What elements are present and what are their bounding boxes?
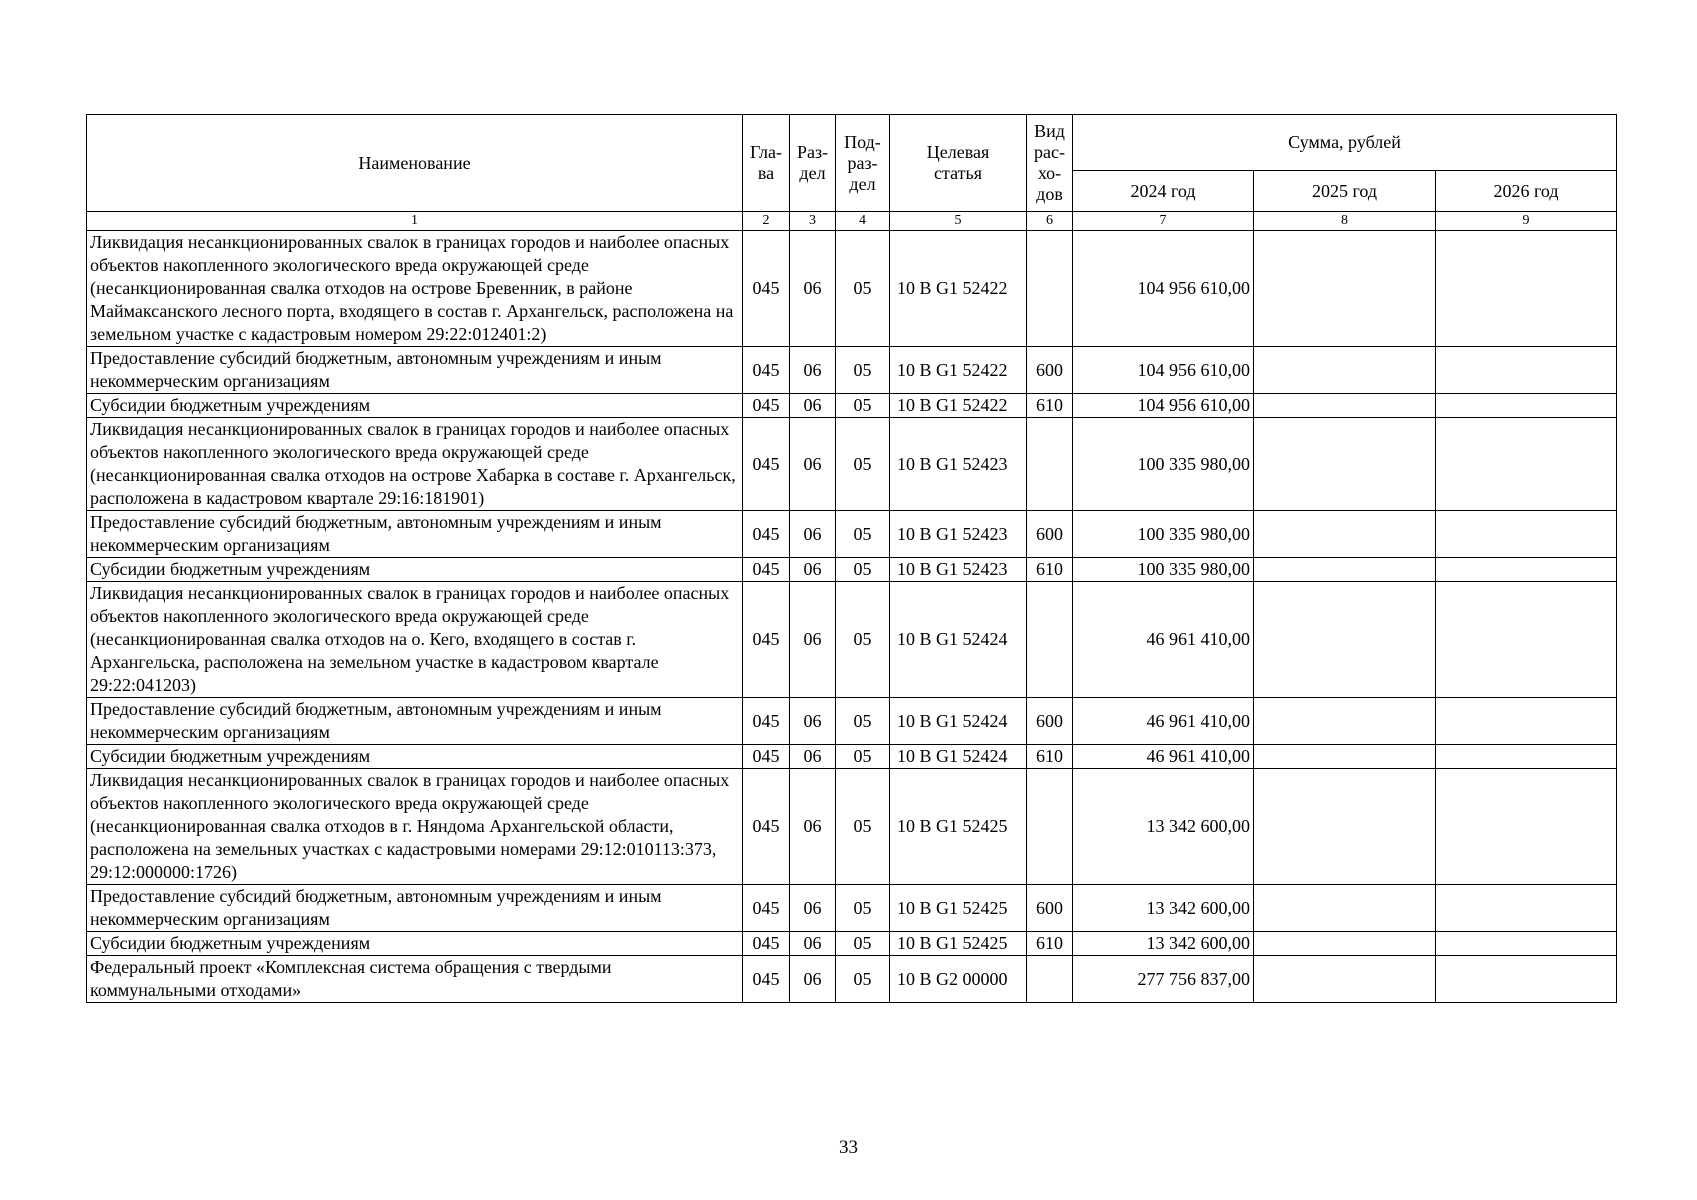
- row-target-article: 10 B G1 52425: [890, 932, 1027, 956]
- table-row: [87, 347, 1617, 394]
- row-expense-type: 600: [1027, 885, 1073, 932]
- column-number: 8: [1254, 212, 1436, 231]
- row-amount-2025: [1254, 885, 1436, 932]
- row-target-article: 10 B G1 52422: [890, 394, 1027, 418]
- row-expense-type: 610: [1027, 558, 1073, 582]
- row-chapter: 045: [743, 511, 790, 558]
- row-section: 06: [790, 885, 836, 932]
- row-chapter: 045: [743, 698, 790, 745]
- table-row: [87, 769, 1617, 885]
- column-number: 7: [1073, 212, 1254, 231]
- row-expense-type: [1027, 956, 1073, 1003]
- header-target: Целевая статья: [890, 115, 1027, 212]
- row-amount-2024: 46 961 410,00: [1073, 582, 1254, 698]
- header-year-2026: 2026 год: [1436, 171, 1617, 212]
- row-chapter: 045: [743, 932, 790, 956]
- row-name: Федеральный проект «Комплексная система обращения с твердыми коммунальными отходами»: [87, 956, 743, 1003]
- table-row: [87, 582, 1617, 698]
- header-expense-type: Вид рас- хо- дов: [1027, 115, 1073, 212]
- column-numbers-row: [87, 212, 1617, 231]
- row-expense-type: 610: [1027, 394, 1073, 418]
- row-name: Ликвидация несанкционированных свалок в границах городов и наиболее опасных объектов накопленного экологического вреда окружающей среде (несанкционированная свалка отходов в г. Няндома Архангельской области, расположена на земельных участках с кадастровыми номерами 29:12:010113:373, 29:12:000000:1726): [87, 769, 743, 885]
- row-name: Субсидии бюджетным учреждениям: [87, 394, 743, 418]
- row-section: 06: [790, 418, 836, 511]
- header-section: Раз- дел: [790, 115, 836, 212]
- table-row: [87, 745, 1617, 769]
- row-name: Предоставление субсидий бюджетным, автономным учреждениям и иным некоммерческим организациям: [87, 698, 743, 745]
- row-subsection: 05: [836, 745, 890, 769]
- row-expense-type: [1027, 231, 1073, 347]
- row-section: 06: [790, 558, 836, 582]
- row-amount-2025: [1254, 231, 1436, 347]
- row-amount-2025: [1254, 394, 1436, 418]
- row-amount-2026: [1436, 231, 1617, 347]
- row-target-article: 10 B G1 52422: [890, 347, 1027, 394]
- row-amount-2024: 104 956 610,00: [1073, 231, 1254, 347]
- row-amount-2026: [1436, 582, 1617, 698]
- row-amount-2026: [1436, 558, 1617, 582]
- row-name: Ликвидация несанкционированных свалок в границах городов и наиболее опасных объектов накопленного экологического вреда окружающей среде (несанкционированная свалка отходов на острове Хабарка в составе г. Архангельск, расположена в кадастровом квартале 29:16:181901): [87, 418, 743, 511]
- column-number: 2: [743, 212, 790, 231]
- row-section: 06: [790, 394, 836, 418]
- row-target-article: 10 B G1 52422: [890, 231, 1027, 347]
- row-expense-type: [1027, 769, 1073, 885]
- row-section: 06: [790, 582, 836, 698]
- row-subsection: 05: [836, 582, 890, 698]
- row-amount-2026: [1436, 511, 1617, 558]
- table-row: [87, 418, 1617, 511]
- row-amount-2025: [1254, 347, 1436, 394]
- column-number: 4: [836, 212, 890, 231]
- row-expense-type: 610: [1027, 745, 1073, 769]
- row-chapter: 045: [743, 347, 790, 394]
- row-chapter: 045: [743, 418, 790, 511]
- row-name: Субсидии бюджетным учреждениям: [87, 745, 743, 769]
- row-target-article: 10 B G1 52424: [890, 582, 1027, 698]
- row-expense-type: [1027, 418, 1073, 511]
- row-amount-2025: [1254, 745, 1436, 769]
- row-chapter: 045: [743, 956, 790, 1003]
- row-name: Субсидии бюджетным учреждениям: [87, 558, 743, 582]
- table-row: [87, 698, 1617, 745]
- row-expense-type: [1027, 582, 1073, 698]
- row-target-article: 10 B G1 52423: [890, 558, 1027, 582]
- row-section: 06: [790, 698, 836, 745]
- row-name: Ликвидация несанкционированных свалок в границах городов и наиболее опасных объектов накопленного экологического вреда окружающей среде (несанкционированная свалка отходов на о. Кего, входящего в состав г. Архангельска, расположена на земельном участке в кадастровом квартале 29:22:041203): [87, 582, 743, 698]
- row-amount-2026: [1436, 932, 1617, 956]
- column-number: 3: [790, 212, 836, 231]
- row-name: Предоставление субсидий бюджетным, автономным учреждениям и иным некоммерческим организациям: [87, 885, 743, 932]
- row-chapter: 045: [743, 885, 790, 932]
- row-section: 06: [790, 956, 836, 1003]
- row-target-article: 10 B G1 52424: [890, 745, 1027, 769]
- row-expense-type: 610: [1027, 932, 1073, 956]
- row-amount-2024: 46 961 410,00: [1073, 698, 1254, 745]
- row-amount-2026: [1436, 394, 1617, 418]
- row-section: 06: [790, 347, 836, 394]
- row-subsection: 05: [836, 769, 890, 885]
- table-row: [87, 511, 1617, 558]
- row-target-article: 10 B G1 52424: [890, 698, 1027, 745]
- header-year-2024: 2024 год: [1073, 171, 1254, 212]
- header-year-2025: 2025 год: [1254, 171, 1436, 212]
- row-amount-2026: [1436, 885, 1617, 932]
- row-amount-2024: 13 342 600,00: [1073, 769, 1254, 885]
- column-number: 5: [890, 212, 1027, 231]
- row-section: 06: [790, 769, 836, 885]
- table-row: [87, 558, 1617, 582]
- row-chapter: 045: [743, 558, 790, 582]
- column-number: 6: [1027, 212, 1073, 231]
- row-section: 06: [790, 932, 836, 956]
- header-sum: Сумма, рублей: [1073, 115, 1617, 171]
- row-name: Субсидии бюджетным учреждениям: [87, 932, 743, 956]
- table-row: [87, 394, 1617, 418]
- row-amount-2026: [1436, 347, 1617, 394]
- row-amount-2024: 100 335 980,00: [1073, 418, 1254, 511]
- row-amount-2025: [1254, 956, 1436, 1003]
- row-amount-2024: 277 756 837,00: [1073, 956, 1254, 1003]
- row-amount-2026: [1436, 745, 1617, 769]
- row-name: Предоставление субсидий бюджетным, автономным учреждениям и иным некоммерческим организациям: [87, 347, 743, 394]
- row-subsection: 05: [836, 932, 890, 956]
- row-chapter: 045: [743, 769, 790, 885]
- row-target-article: 10 B G1 52423: [890, 418, 1027, 511]
- row-subsection: 05: [836, 511, 890, 558]
- row-subsection: 05: [836, 956, 890, 1003]
- row-amount-2025: [1254, 698, 1436, 745]
- row-subsection: 05: [836, 558, 890, 582]
- row-amount-2024: 104 956 610,00: [1073, 347, 1254, 394]
- row-target-article: 10 B G1 52423: [890, 511, 1027, 558]
- row-name: Предоставление субсидий бюджетным, автономным учреждениям и иным некоммерческим организациям: [87, 511, 743, 558]
- row-amount-2024: 100 335 980,00: [1073, 511, 1254, 558]
- row-amount-2026: [1436, 769, 1617, 885]
- row-amount-2024: 100 335 980,00: [1073, 558, 1254, 582]
- row-expense-type: 600: [1027, 511, 1073, 558]
- row-chapter: 045: [743, 745, 790, 769]
- row-target-article: 10 B G1 52425: [890, 885, 1027, 932]
- row-chapter: 045: [743, 231, 790, 347]
- row-amount-2025: [1254, 511, 1436, 558]
- row-expense-type: 600: [1027, 698, 1073, 745]
- row-chapter: 045: [743, 394, 790, 418]
- row-subsection: 05: [836, 231, 890, 347]
- column-number: 9: [1436, 212, 1617, 231]
- row-expense-type: 600: [1027, 347, 1073, 394]
- row-section: 06: [790, 231, 836, 347]
- row-subsection: 05: [836, 347, 890, 394]
- header-subsection: Под- раз- дел: [836, 115, 890, 212]
- row-amount-2026: [1436, 956, 1617, 1003]
- row-subsection: 05: [836, 698, 890, 745]
- table-row: [87, 956, 1617, 1003]
- row-subsection: 05: [836, 418, 890, 511]
- table-row: [87, 231, 1617, 347]
- row-subsection: 05: [836, 885, 890, 932]
- row-section: 06: [790, 511, 836, 558]
- row-amount-2026: [1436, 698, 1617, 745]
- row-name: Ликвидация несанкционированных свалок в границах городов и наиболее опасных объектов накопленного экологического вреда окружающей среде (несанкционированная свалка отходов на острове Бревенник, в районе Маймаксанского лесного порта, входящего в состав г. Архангельск, расположена на земельном участке с кадастровым номером 29:22:012401:2): [87, 231, 743, 347]
- table-row: [87, 932, 1617, 956]
- row-chapter: 045: [743, 582, 790, 698]
- header-name: Наименование: [87, 115, 743, 212]
- row-subsection: 05: [836, 394, 890, 418]
- row-amount-2025: [1254, 769, 1436, 885]
- row-target-article: 10 B G2 00000: [890, 956, 1027, 1003]
- row-amount-2024: 13 342 600,00: [1073, 932, 1254, 956]
- row-amount-2025: [1254, 932, 1436, 956]
- table-row: [87, 885, 1617, 932]
- row-amount-2025: [1254, 418, 1436, 511]
- row-amount-2025: [1254, 558, 1436, 582]
- row-target-article: 10 B G1 52425: [890, 769, 1027, 885]
- header-chapter: Гла- ва: [743, 115, 790, 212]
- row-amount-2024: 13 342 600,00: [1073, 885, 1254, 932]
- row-amount-2024: 46 961 410,00: [1073, 745, 1254, 769]
- row-amount-2024: 104 956 610,00: [1073, 394, 1254, 418]
- row-section: 06: [790, 745, 836, 769]
- row-amount-2026: [1436, 418, 1617, 511]
- page-number: 33: [839, 1137, 858, 1158]
- column-number: 1: [87, 212, 743, 231]
- row-amount-2025: [1254, 582, 1436, 698]
- budget-table: [86, 114, 1617, 1003]
